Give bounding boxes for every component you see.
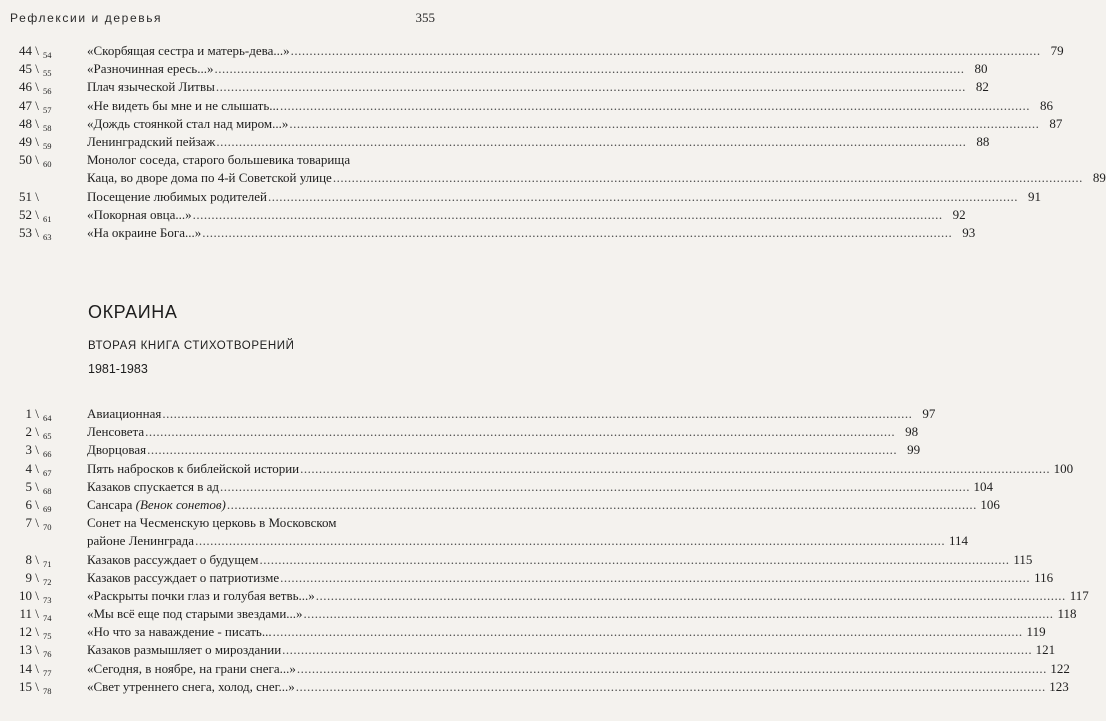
entry-title: «Мы всё еще под старыми звездами...» xyxy=(87,606,303,622)
entry-separator: \ xyxy=(35,569,39,585)
entry-title: Плач языческой Литвы xyxy=(87,79,215,95)
page-number: 355 xyxy=(415,10,435,25)
entry-number xyxy=(10,60,76,78)
entry-separator: \ xyxy=(35,642,39,658)
entry-separator: \ xyxy=(35,424,39,440)
dot-leader: ........................................................................................................................................................................................................ xyxy=(259,551,1010,567)
entry-page: 97 xyxy=(922,406,936,421)
entry-title: «Дождь стоянкой стал над миром...» xyxy=(87,115,289,131)
dot-leader: ........................................................................................................................................................................................................ xyxy=(192,206,943,222)
toc-entry xyxy=(0,441,921,460)
entry-title-block xyxy=(87,569,1054,587)
dot-leader: ........................................................................................................................................................................................................ xyxy=(145,424,896,440)
entry-number xyxy=(10,405,76,423)
entry-page: 123 xyxy=(1049,678,1069,694)
entry-separator: \ xyxy=(35,97,39,113)
entry-number-main: 49 xyxy=(19,133,32,149)
entry-page: 82 xyxy=(975,79,989,95)
entry-separator: \ xyxy=(35,115,39,131)
entry-number-sub: 58 xyxy=(43,122,52,133)
entry-line xyxy=(87,115,1063,133)
entry-page: 121 xyxy=(1035,642,1056,658)
entry-title: Казаков рассуждает о будущем xyxy=(87,551,259,567)
entry-title-block xyxy=(87,514,969,550)
entry-title: Казаков размышляет о мироздании xyxy=(87,642,282,658)
dot-leader: ........................................................................................................................................................................................................ xyxy=(300,460,1051,476)
toc-entry xyxy=(0,151,1106,187)
entry-separator: \ xyxy=(35,515,39,531)
entry-number-main: 13 xyxy=(19,642,32,658)
entry-title: Авиационная xyxy=(87,406,162,421)
toc-entry xyxy=(0,115,1063,133)
entry-number xyxy=(10,42,76,60)
entry-number-sub: 63 xyxy=(43,231,52,242)
entry-title: Казаков рассуждает о патриотизме xyxy=(87,569,280,585)
entry-line xyxy=(87,496,1000,514)
entry-line xyxy=(87,169,1106,187)
entry-number-sub: 56 xyxy=(43,86,52,97)
dot-leader: ........................................................................................................................................................................................................ xyxy=(214,61,965,77)
entry-separator: \ xyxy=(35,678,39,694)
page-header xyxy=(10,8,435,28)
entry-title-block xyxy=(87,206,966,224)
entry-page: 89 xyxy=(1092,170,1106,186)
entry-title: «Скорбящая сестра и матерь-дева...» xyxy=(87,43,290,58)
toc-entry xyxy=(0,678,1069,696)
entry-number xyxy=(10,188,76,206)
toc-entry xyxy=(0,569,1054,587)
dot-leader: ........................................................................................................................................................................................................ xyxy=(282,642,1033,658)
entry-page: 116 xyxy=(1034,569,1054,585)
dot-leader: ........................................................................................................................................................................................................ xyxy=(202,224,953,240)
entry-line xyxy=(87,514,450,532)
entry-line xyxy=(87,660,1070,678)
entry-title: «Свет утреннего снега, холод, снег...» xyxy=(87,678,295,694)
entry-title-block xyxy=(87,478,993,496)
toc-entry xyxy=(0,660,1070,678)
dot-leader: ........................................................................................................................................................................................................ xyxy=(315,587,1066,603)
dot-leader: ........................................................................................................................................................................................................ xyxy=(290,43,1041,58)
entry-line xyxy=(87,151,450,169)
entry-page: 92 xyxy=(952,206,966,222)
entry-number-main: 4 xyxy=(25,460,32,476)
entry-title-block xyxy=(87,60,988,78)
entry-separator: \ xyxy=(35,587,39,603)
entry-number xyxy=(10,97,76,115)
toc-entry xyxy=(0,514,969,550)
entry-separator: \ xyxy=(35,478,39,494)
entry-title: «Сегодня, в ноябре, на грани снега...» xyxy=(87,660,296,676)
toc-list-top xyxy=(0,42,1106,242)
toc-entry xyxy=(0,133,990,151)
dot-leader: ........................................................................................................................................................................................................ xyxy=(220,478,970,494)
entry-separator: \ xyxy=(35,188,39,204)
entry-line xyxy=(87,587,1089,605)
entry-page: 117 xyxy=(1069,587,1089,603)
entry-title-block xyxy=(87,605,1077,623)
entry-line xyxy=(87,569,1054,587)
dot-leader: ........................................................................................................................................................................................................ xyxy=(267,188,1018,204)
toc-entry xyxy=(0,587,1089,605)
entry-number-main: 53 xyxy=(19,224,32,240)
entry-number xyxy=(10,605,76,623)
entry-number-main: 6 xyxy=(25,496,32,512)
entry-number-main: 7 xyxy=(25,515,32,531)
entry-number xyxy=(10,441,76,459)
entry-title-block xyxy=(87,441,921,459)
entry-number-sub: 68 xyxy=(43,485,52,496)
entry-separator: \ xyxy=(35,606,39,622)
entry-title: Посещение любимых родителей xyxy=(87,188,267,204)
entry-line xyxy=(87,42,1064,60)
entry-number-main: 15 xyxy=(19,678,32,694)
entry-number-main: 44 xyxy=(19,43,32,58)
toc-list-bottom xyxy=(0,405,1089,696)
entry-separator: \ xyxy=(35,206,39,222)
dot-leader: ........................................................................................................................................................................................................ xyxy=(303,606,1054,622)
entry-line xyxy=(87,78,989,96)
dot-leader: ........................................................................................................................................................................................................ xyxy=(147,442,898,458)
entry-title-block xyxy=(87,423,919,441)
dot-leader: ........................................................................................................................................................................................................ xyxy=(296,660,1047,676)
toc-entry xyxy=(0,496,1000,514)
dot-leader: ........................................................................................................................................................................................................ xyxy=(226,496,977,512)
entry-number-sub: 69 xyxy=(43,503,52,514)
entry-number-sub: 71 xyxy=(43,558,52,569)
entry-page: 80 xyxy=(974,61,988,77)
entry-number-main: 52 xyxy=(19,206,32,222)
toc-entry xyxy=(0,405,936,423)
entry-number-sub: 65 xyxy=(43,431,52,442)
entry-page: 99 xyxy=(907,442,921,458)
entry-line xyxy=(87,224,976,242)
entry-number xyxy=(10,115,76,133)
entry-line xyxy=(87,60,988,78)
entry-title-block xyxy=(87,224,976,242)
entry-title: «Не видеть бы мне и не слышать... xyxy=(87,97,280,113)
entry-title-block xyxy=(87,405,936,423)
entry-separator: \ xyxy=(35,133,39,149)
entry-line xyxy=(87,460,1074,478)
entry-title-block xyxy=(87,133,990,151)
entry-line xyxy=(87,478,993,496)
entry-line xyxy=(87,605,1077,623)
entry-separator: \ xyxy=(35,660,39,676)
dot-leader: ........................................................................................................................................................................................................ xyxy=(332,170,1083,186)
entry-title-block xyxy=(87,97,1054,115)
entry-title-block xyxy=(87,641,1056,659)
entry-separator: \ xyxy=(35,43,39,58)
dot-leader: ........................................................................................................................................................................................................ xyxy=(162,406,913,421)
entry-title-block xyxy=(87,587,1089,605)
entry-title-block xyxy=(87,660,1070,678)
entry-page: 115 xyxy=(1013,551,1033,567)
entry-line xyxy=(87,551,1033,569)
toc-entry xyxy=(0,478,993,496)
entry-number-sub: 64 xyxy=(43,413,52,423)
entry-number-sub: 75 xyxy=(43,631,52,642)
entry-title: «Раскрыты почки глаз и голубая ветвь...» xyxy=(87,587,315,603)
entry-number-main: 5 xyxy=(25,478,32,494)
entry-number xyxy=(10,496,76,514)
entry-title: «Разночинная ересь...» xyxy=(87,61,214,77)
entry-page: 98 xyxy=(905,424,919,440)
entry-separator: \ xyxy=(35,442,39,458)
entry-title: Казаков спускается в ад xyxy=(87,478,219,494)
dot-leader: ........................................................................................................................................................................................................ xyxy=(280,569,1031,585)
entry-title-block xyxy=(87,78,989,96)
entry-page: 79 xyxy=(1050,43,1064,58)
dot-leader: ........................................................................................................................................................................................................ xyxy=(216,133,967,149)
entry-separator: \ xyxy=(35,460,39,476)
entry-title-italic: (Венок сонетов) xyxy=(135,496,226,512)
entry-line xyxy=(87,97,1054,115)
entry-separator: \ xyxy=(35,224,39,240)
entry-separator: \ xyxy=(35,152,39,168)
entry-number-main: 9 xyxy=(25,569,32,585)
entry-page: 106 xyxy=(980,496,1000,512)
section-years: 1981-1983 xyxy=(88,362,148,376)
entry-number xyxy=(10,587,76,605)
entry-number-main: 48 xyxy=(19,115,32,131)
entry-separator: \ xyxy=(35,624,39,640)
entry-number-sub: 57 xyxy=(43,104,52,115)
entry-number xyxy=(10,151,76,169)
entry-number-main: 45 xyxy=(19,61,32,77)
entry-page: 93 xyxy=(962,224,976,240)
dot-leader: ........................................................................................................................................................................................................ xyxy=(280,97,1031,113)
entry-line xyxy=(87,206,966,224)
toc-entry xyxy=(0,42,1064,60)
entry-number-sub: 78 xyxy=(43,685,52,696)
entry-number-main: 50 xyxy=(19,152,32,168)
entry-number-sub: 66 xyxy=(43,449,52,460)
entry-number-main: 2 xyxy=(25,424,32,440)
entry-separator: \ xyxy=(35,496,39,512)
toc-entry xyxy=(0,460,1074,478)
entry-page: 88 xyxy=(976,133,990,149)
entry-title: Монолог соседа, старого большевика товарища xyxy=(87,152,351,168)
entry-title: Сансара (Венок сонетов) xyxy=(87,496,226,512)
entry-page: 86 xyxy=(1040,97,1054,113)
toc-entry xyxy=(0,224,976,242)
toc-entry xyxy=(0,78,989,97)
running-title: Рефлексии и деревья xyxy=(10,11,163,25)
entry-number-sub: 70 xyxy=(43,522,52,533)
entry-number-main: 8 xyxy=(25,551,32,567)
entry-title: Дворцовая xyxy=(87,442,147,458)
dot-leader: ........................................................................................................................................................................................................ xyxy=(195,533,946,549)
entry-line xyxy=(87,441,921,459)
entry-number xyxy=(10,678,76,696)
entry-title-block xyxy=(87,151,1106,187)
dot-leader: ........................................................................................................................................................................................................ xyxy=(215,79,966,95)
entry-number-sub: 55 xyxy=(43,68,52,79)
toc-entry xyxy=(0,423,919,442)
entry-line xyxy=(87,623,1046,641)
entry-number-main: 10 xyxy=(19,587,32,603)
entry-number xyxy=(10,623,76,641)
entry-title: Пять набросков к библейской истории xyxy=(87,460,300,476)
entry-title: «Покорная овца...» xyxy=(87,206,192,222)
entry-line xyxy=(87,188,1041,206)
entry-title-block xyxy=(87,460,1074,478)
entry-number xyxy=(10,423,76,441)
toc-entry xyxy=(0,188,1041,206)
entry-number-sub: 72 xyxy=(43,576,52,587)
entry-title-block xyxy=(87,42,1064,60)
toc-entry xyxy=(0,97,1054,115)
entry-line xyxy=(87,405,936,423)
entry-number-sub: 77 xyxy=(43,667,52,678)
entry-page: 100 xyxy=(1053,460,1074,476)
entry-number-sub: 59 xyxy=(43,140,52,151)
entry-separator: \ xyxy=(35,61,39,77)
entry-number xyxy=(10,551,76,569)
entry-number-main: 14 xyxy=(19,660,32,676)
entry-title: Ленинградский пейзаж xyxy=(87,133,216,149)
entry-separator: \ xyxy=(35,79,39,95)
entry-number-main: 51 xyxy=(19,188,32,204)
entry-line xyxy=(87,423,919,441)
entry-title: Сонет на Чесменскую церковь в Московском xyxy=(87,515,337,531)
entry-title-block xyxy=(87,188,1041,206)
entry-separator: \ xyxy=(35,406,39,421)
entry-number-sub: 74 xyxy=(43,613,52,624)
entry-title-block xyxy=(87,496,1000,514)
entry-number xyxy=(10,569,76,587)
toc-entry xyxy=(0,60,988,79)
entry-number xyxy=(10,78,76,96)
entry-line xyxy=(87,532,969,550)
entry-title: районе Ленинграда xyxy=(87,533,195,549)
entry-number xyxy=(10,641,76,659)
entry-title-block xyxy=(87,115,1063,133)
entry-title: Каца, во дворе дома по 4-й Советской улице xyxy=(87,170,332,186)
entry-title: «На окраине Бога...» xyxy=(87,224,202,240)
entry-number xyxy=(10,206,76,224)
entry-page: 104 xyxy=(973,478,993,494)
entry-number xyxy=(10,514,76,532)
entry-title-block xyxy=(87,551,1033,569)
section-title: ОКРАИНА xyxy=(88,302,178,322)
entry-page: 87 xyxy=(1049,115,1063,131)
entry-number xyxy=(10,460,76,478)
entry-page: 91 xyxy=(1027,188,1041,204)
toc-entry xyxy=(0,206,966,224)
toc-entry xyxy=(0,641,1056,660)
toc-entry xyxy=(0,605,1077,624)
toc-entry xyxy=(0,551,1033,569)
entry-number-sub: 73 xyxy=(43,594,52,605)
dot-leader: ........................................................................................................................................................................................................ xyxy=(272,624,1023,640)
entry-number-main: 47 xyxy=(19,97,32,113)
toc-entry xyxy=(0,623,1046,642)
entry-number-main: 3 xyxy=(25,442,32,458)
entry-number xyxy=(10,133,76,151)
entry-page: 122 xyxy=(1050,660,1070,676)
entry-title-block xyxy=(87,678,1069,696)
entry-title-block xyxy=(87,623,1046,641)
entry-title: Ленсовета xyxy=(87,424,145,440)
entry-number-sub: 61 xyxy=(43,213,52,224)
dot-leader: ........................................................................................................................................................................................................ xyxy=(289,115,1040,131)
section-subtitle: ВТОРАЯ КНИГА СТИХОТВОРЕНИЙ xyxy=(88,340,295,352)
entry-number-sub: 67 xyxy=(43,467,52,478)
entry-number-main: 12 xyxy=(19,624,32,640)
entry-number-sub: 76 xyxy=(43,649,52,660)
entry-page: 114 xyxy=(949,533,969,549)
entry-number-main: 1 xyxy=(25,406,32,421)
entry-title: «Но что за наваждение - писать... xyxy=(87,624,272,640)
entry-number-main: 46 xyxy=(19,79,32,95)
entry-line xyxy=(87,678,1069,696)
entry-page: 118 xyxy=(1057,606,1077,622)
entry-number-sub: 60 xyxy=(43,159,52,170)
entry-number-sub: 54 xyxy=(43,50,52,60)
entry-number xyxy=(10,478,76,496)
entry-number-main: 11 xyxy=(19,606,32,622)
entry-page: 119 xyxy=(1026,624,1046,640)
dot-leader: ........................................................................................................................................................................................................ xyxy=(295,678,1046,694)
entry-number xyxy=(10,660,76,678)
entry-line xyxy=(87,133,990,151)
entry-separator: \ xyxy=(35,551,39,567)
entry-line xyxy=(87,641,1056,659)
entry-number xyxy=(10,224,76,242)
